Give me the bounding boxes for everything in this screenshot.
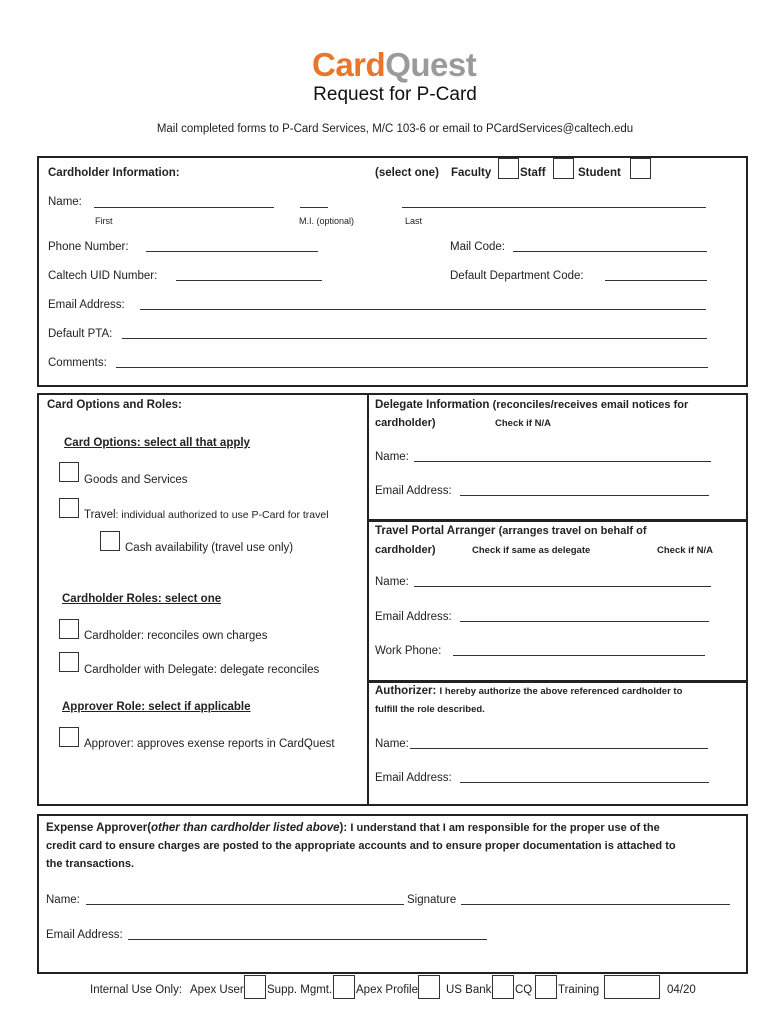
name-label: Name: [48,196,82,208]
cash-checkbox[interactable] [100,531,120,551]
approver-label: Approver: approves exense reports in CardQuest [84,738,335,750]
delegate-desc2: cardholder) [375,417,436,429]
cardquest-logo [312,46,476,84]
authorizer-heading: Authorizer: [375,685,437,697]
cash-label: Cash availability (travel use only) [125,542,294,554]
travel-email-field[interactable] [460,612,709,622]
goods-label: Goods and Services [84,474,188,486]
uid-field[interactable] [176,271,322,281]
last-caption: Last [405,216,423,226]
travel-same-delegate[interactable]: Check if same as delegate [472,545,591,556]
cardholder-heading: Cardholder Information: [48,167,180,179]
faculty-label: Faculty [451,167,492,179]
expense-name-field[interactable] [86,895,404,905]
authorizer-heading-line [375,685,682,697]
authorizer-desc1: I hereby authorize the above referenced cardholder to [439,686,683,697]
apex-user-label: Apex User [190,984,244,996]
travel-email-label: Email Address: [375,611,452,623]
training-box[interactable] [604,975,660,999]
expense-heading-italic: other than cardholder listed above [151,822,340,834]
delegate-email-field[interactable] [460,486,709,496]
cq-box[interactable] [535,975,557,999]
apex-profile-box[interactable] [418,975,440,999]
dept-code-label: Default Department Code: [450,270,584,282]
pta-label: Default PTA: [48,328,113,340]
expense-heading-line [46,822,660,834]
travel-arranger-heading: Travel Portal Arranger [375,525,496,537]
mail-instructions: Mail completed forms to P-Card Services, M/C 103-6 or email to PCardServices@caltech.edu [156,123,634,135]
travel-name-field[interactable] [414,577,711,587]
authorizer-name-label: Name: [375,738,409,750]
pta-field[interactable] [122,329,707,339]
comments-field[interactable] [116,358,708,368]
email-label: Email Address: [48,299,125,311]
authorizer-desc2: fulfill the role described. [375,704,485,715]
email-field[interactable] [140,300,706,310]
first-caption: First [95,216,113,226]
travel-arranger-desc2: cardholder) [375,544,436,556]
column-divider [367,393,369,806]
page-title: Request for P-Card [313,84,477,105]
authorizer-email-label: Email Address: [375,772,452,784]
internal-use-label: Internal Use Only: [90,984,183,996]
delegate-desc1: (reconciles/receives email notices for [492,399,689,411]
last-name-field[interactable] [402,198,706,208]
delegate-email-label: Email Address: [375,485,452,497]
options-heading: Card Options and Roles: [47,399,182,411]
delegate-name-label: Name: [375,451,409,463]
authorizer-divider [367,680,748,683]
phone-field[interactable] [146,242,318,252]
approver-heading: Approver Role: select if applicable [62,701,251,713]
expense-heading-end: ): [339,822,348,834]
supp-mgmt-label: Supp. Mgmt. [267,984,333,996]
us-bank-box[interactable] [492,975,514,999]
travel-arranger-heading-line [375,525,647,537]
goods-checkbox[interactable] [59,462,79,482]
staff-checkbox[interactable] [553,158,574,179]
supp-mgmt-box[interactable] [333,975,355,999]
expense-email-label: Email Address: [46,929,123,941]
approver-checkbox[interactable] [59,727,79,747]
expense-text3: the transactions. [46,858,135,870]
role-own-label: Cardholder: reconciles own charges [84,630,268,642]
expense-heading: Expense Approver( [46,822,152,834]
dept-code-field[interactable] [605,271,707,281]
travel-phone-label: Work Phone: [375,645,442,657]
role-own-checkbox[interactable] [59,619,79,639]
apex-profile-label: Apex Profile [356,984,419,996]
expense-email-field[interactable] [128,930,487,940]
cq-label: CQ [515,984,533,996]
mi-caption: M.I. (optional) [299,216,355,226]
authorizer-name-field[interactable] [410,739,708,749]
signature-field[interactable] [461,895,730,905]
training-label: Training [558,984,600,996]
apex-user-box[interactable] [244,975,266,999]
role-delegate-label: Cardholder with Delegate: delegate reconciles [84,664,320,676]
travel-checkbox[interactable] [59,498,79,518]
form-version: 04/20 [667,984,696,996]
logo-card-text: Card [312,46,386,83]
expense-text2: credit card to ensure charges are posted to the appropriate accounts and to ensure proper documentation is attached to [46,840,676,852]
faculty-checkbox[interactable] [498,158,519,179]
delegate-check-na[interactable]: Check if N/A [495,418,551,429]
middle-initial-field[interactable] [300,198,328,208]
signature-label: Signature [407,894,457,906]
authorizer-email-field[interactable] [460,773,709,783]
delegate-heading-line [375,399,688,411]
student-checkbox[interactable] [630,158,651,179]
uid-label: Caltech UID Number: [48,270,158,282]
select-one-label: (select one) [375,167,439,179]
travel-name-label: Name: [375,576,409,588]
delegate-divider [367,519,748,522]
delegate-heading: Delegate Information [375,399,490,411]
expense-approver-section [37,814,748,974]
role-delegate-checkbox[interactable] [59,652,79,672]
phone-label: Phone Number: [48,241,129,253]
delegate-name-field[interactable] [414,452,711,462]
mail-code-label: Mail Code: [450,241,505,253]
staff-label: Staff [520,167,546,179]
student-label: Student [578,167,621,179]
travel-label [84,509,329,521]
expense-text1: I understand that I am responsible for the proper use of the [350,822,660,834]
card-options-heading: Card Options: select all that apply [64,437,250,449]
roles-heading: Cardholder Roles: select one [62,593,222,605]
travel-check-na[interactable]: Check if N/A [657,545,713,556]
mail-code-field[interactable] [513,242,707,252]
comments-label: Comments: [48,357,107,369]
logo-quest-text: Quest [385,46,477,83]
travel-description: : individual authorized to use P-Card for travel [115,509,329,521]
travel-arranger-desc1: (arranges travel on behalf of [498,525,647,537]
first-name-field[interactable] [94,198,274,208]
travel-phone-field[interactable] [453,646,705,656]
expense-name-label: Name: [46,894,80,906]
us-bank-label: US Bank [446,984,492,996]
travel-text: Travel [84,509,116,521]
